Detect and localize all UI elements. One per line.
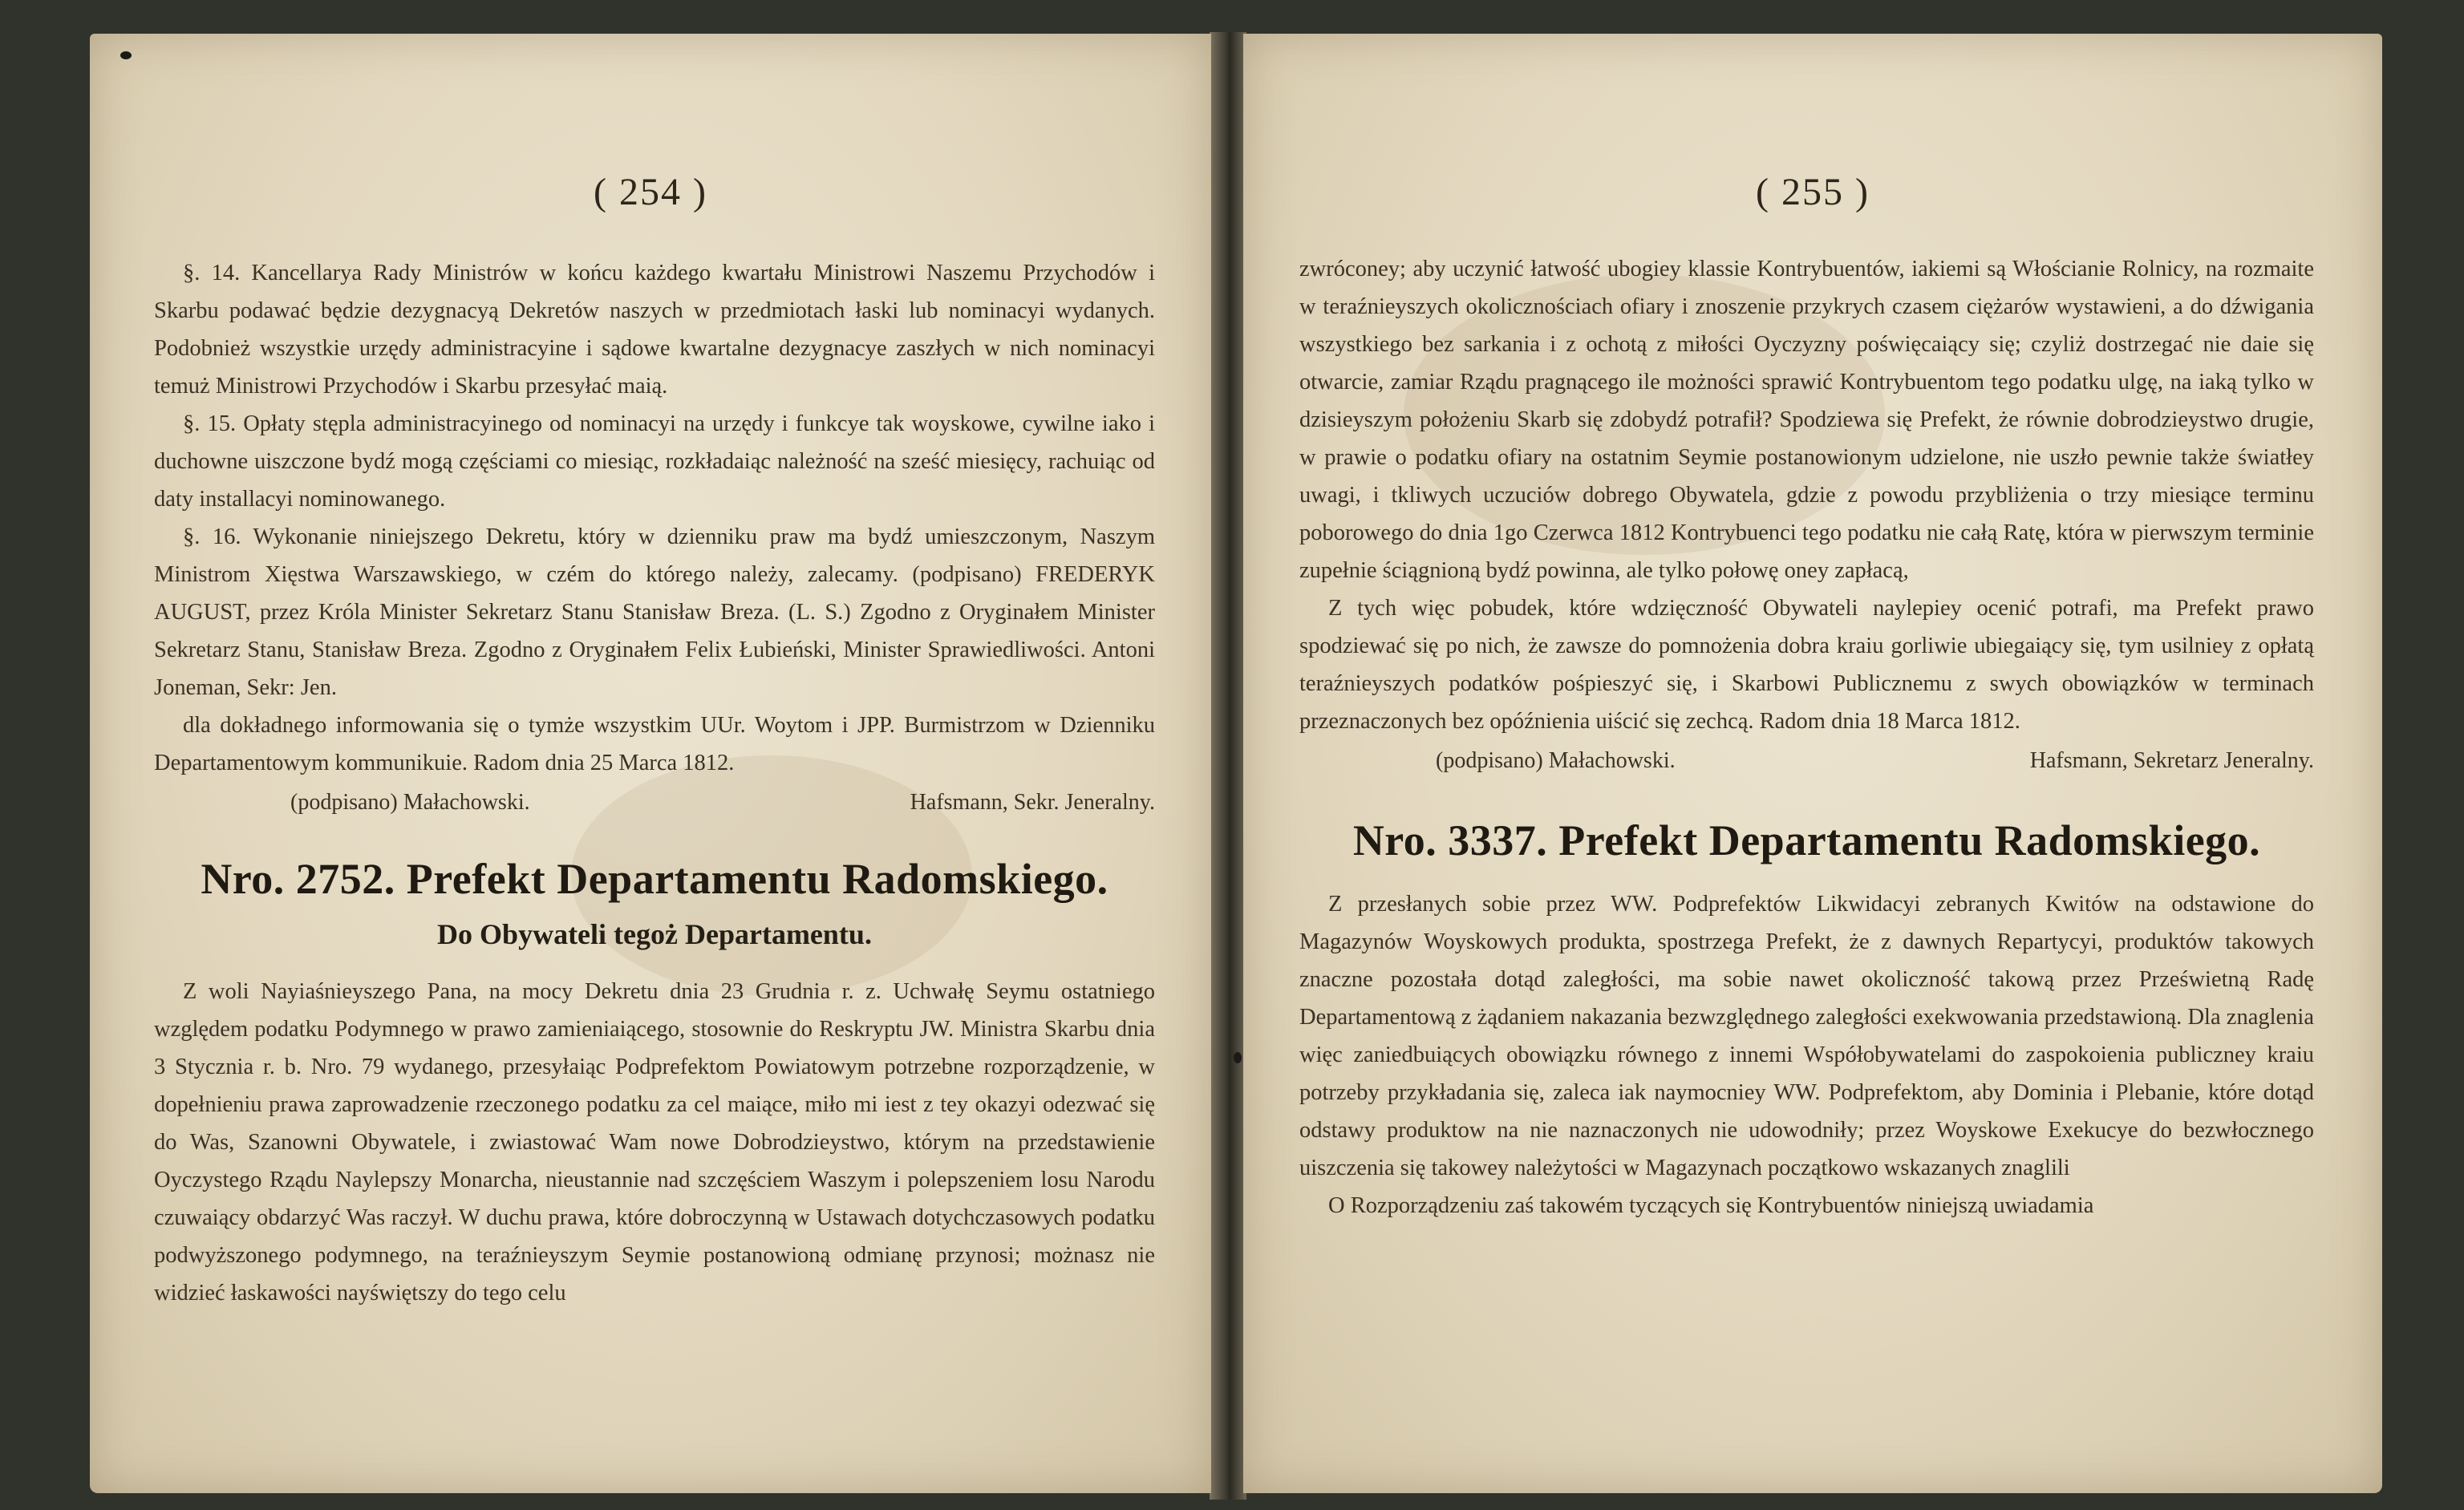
- paragraph: §. 14. Kancellarya Rady Ministrów w końcu każdego kwartału Ministrowi Naszemu Przychodów i Skarbu podawać będzie dezygnacyą Dekretów naszych w przedmiotach łaski lub nominacyi wydanych. Podobnież wszystkie urzędy administracyine i sądowe kwartalne dezygnacye zaszłych w nich nominacyi temuż Ministrowi Przychodów i Skarbu przesyłać maią.: [154, 261, 1155, 399]
- left-page: [90, 34, 1211, 1493]
- paragraph: zwróconey; aby uczynić łatwość ubogiey klassie Kontrybuentów, iakiemi są Włościanie Rolnicy, na rozmaite w teraźnieyszych okolicznościach ofiary i znoszenie przykrych czasem ciężarów wystawieni, a do dźwigania wszystkiego bez sarkania i z ochotą z miłości Oyczyzny poświęcaiący się; czyliż dostrzegać nie daie się otwarcie, zamiar Rządu pragnącego ile możności sprawić Kontrybuentom tego podatku ulgę, na iaką tylko w dzisieyszym położeniu Skarb się zdobydź potrafił? Spodziewa się Prefekt, że równie dobrodzieystwo drugie, w prawie o podatku ofiary na ostatnim Seymie postanowionym udzielone, nie uszło pewnie także światłey uwagi, i tkliwych uczuciów dobrego Obywatela, gdzie z powodu przybliżenia o trzy miesiące terminu poborowego do dnia 1go Czerwca 1812 Kontrybuenci tego podatku nie całą Ratę, która w pierwszym terminie zupełnie ściągnioną bydź powinna, ale tylko połowę oney zapłacą,: [1299, 257, 2314, 583]
- section-subheading: Do Obywateli tegoż Departamentu.: [437, 918, 872, 950]
- ink-mark: [1234, 1052, 1242, 1063]
- page-number: ( 255 ): [1756, 171, 1870, 213]
- signature-prefect: (podpisano) Małachowski.: [1436, 748, 1676, 773]
- signature-prefect: (podpisano) Małachowski.: [290, 790, 530, 815]
- paragraph: Z przesłanych sobie przez WW. Podprefektów Likwidacyi zebranych Kwitów na odstawione do Magazynów Woyskowych produkta, spostrzega Prefekt, że z dawnych Repartycyi, produktów takowych znaczne pozostała dotąd zaległości, ma sobie nawet okoliczność takową przez Prześwietną Radę Departamentową z żądaniem nakazania bezwzględnego zaległości exekwowania przedstawioną. Dla znaglenia więc zaniedbuiących obowiązku równego z innemi Współobywatelami do zaspokoienia publiczney kraiu potrzeby przykładania się, zaleca iak naymocniey WW. Podprefektom, aby Dominia i Plebanie, które dotąd odstawy produktow na nie naznaczonych nie udowodniły; przez Woyskowe Exekucye do bezwłocznego uiszczenia się takowey należytości w Magazynach początkowo wskazanych znaglili: [1299, 892, 2314, 1180]
- paragraph: Z woli Nayiaśnieyszego Pana, na mocy Dekretu dnia 23 Grudnia r. z. Uchwałę Seymu ostatniego względem podatku Podymnego w prawo zamieniaiącego, stosownie do Reskryptu JW. Ministra Skarbu dnia 3 Stycznia r. b. Nro. 79 wydanego, przesyłaiąc Podprefektom Powiatowym potrzebne rozporządzenie, w dopełnieniu prawa zaprowadzenie rzeczonego podatku za cel maiące, miło mi iest z tey okazyi odezwać się do Was, Szanowni Obywatele, i zwiastować Wam nowe Dobrodzieystwo, którym na przedstawienie Oyczystego Rządu Naylepszy Monarcha, nieustannie nad szczęściem Waszym i polepszeniem losu Narodu czuwaiący obdarzyć Was raczył. W duchu prawa, które dobroczynną w Ustawach dotychczasowych podatku podwyższonego podymnego, na teraźnieyszym Seymie postanowioną odmianę przynosi; możnasz nie widzieć łaskawości nayświętszy do tego celu: [154, 979, 1155, 1306]
- page-body: [154, 254, 1155, 1312]
- book-gutter: [1210, 32, 1246, 1500]
- signature-line: [1299, 742, 2314, 779]
- paragraph: O Rozporządzeniu zaś takowém tyczących się Kontrybuentów niniejszą uwiadamia: [1328, 1193, 2094, 1218]
- paragraph: §. 15. Opłaty stępla administracyinego od nominacyi na urzędy i funkcye tak woyskowe, cywilne iako i duchowne uiszczone bydź mogą częściami co miesiąc, rozkładaiąc należność na sześć miesięcy, rachuiąc od daty installacyi nominowanego.: [154, 411, 1155, 512]
- signature-line: [154, 783, 1155, 821]
- section-heading: Nro. 2752. Prefekt Departamentu Radomskiego.: [201, 855, 1108, 903]
- paragraph: §. 16. Wykonanie niniejszego Dekretu, który w dzienniku praw ma bydź umieszczonym, Naszym Ministrom Xięstwa Warszawskiego, w czém do którego należy, zalecamy. (podpisano) FREDERYK AUGUST, przez Króla Minister Sekretarz Stanu Stanisław Breza. (L. S.) Zgodno z Oryginałem Minister Sekretarz Stanu, Stanisław Breza. Zgodno z Oryginałem Felix Łubieński, Minister Sprawiedliwości. Antoni Joneman, Sekr: Jen.: [154, 524, 1155, 700]
- ink-mark: [120, 51, 132, 59]
- signature-secretary: Hafsmann, Sekretarz Jeneralny.: [2029, 748, 2314, 773]
- paragraph: Z tych więc pobudek, które wdzięczność Obywateli naylepiey ocenić potrafi, ma Prefekt prawo spodziewać się po nich, że zawsze do pomnożenia dobra kraiu gorliwie ubiegaiący się, tym usilniey z opłatą teraźnieyszych podatków pośpieszyć się, i Skarbowi Publicznemu z swych obowiązków w terminach przeznaczonych bez opóźnienia uiścić się zechcą. Radom dnia 18 Marca 1812.: [1299, 596, 2314, 734]
- section-heading: Nro. 3337. Prefekt Departamentu Radomskiego.: [1352, 816, 2261, 864]
- page-body: [1299, 250, 2314, 1225]
- paragraph: dla dokładnego informowania się o tymże wszystkim UUr. Woytom i JPP. Burmistrzom w Dzienniku Departamentowym kommunikuie. Radom dnia 25 Marca 1812.: [154, 713, 1155, 775]
- right-page: [1243, 34, 2382, 1493]
- signature-secretary: Hafsmann, Sekr. Jeneralny.: [910, 790, 1155, 815]
- page-number: ( 254 ): [594, 171, 707, 213]
